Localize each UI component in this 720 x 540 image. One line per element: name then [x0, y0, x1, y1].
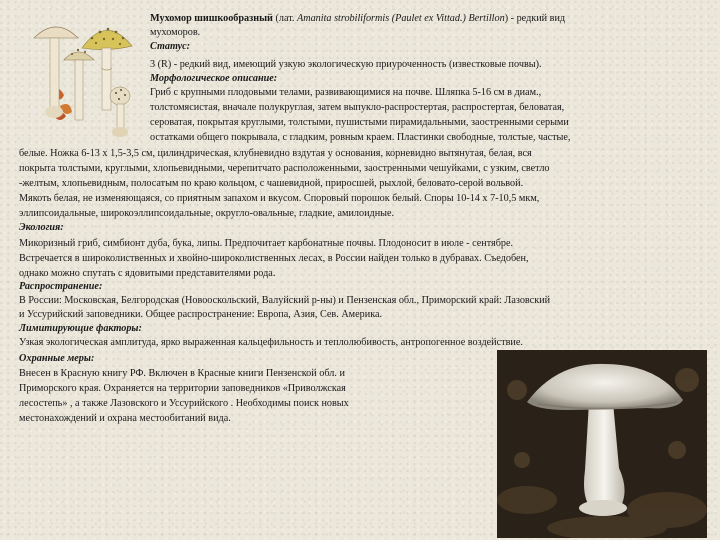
morphology-line: Гриб с крупными плодовыми телами, развивающимися на почве. Шляпка 5-16 см в диам.,	[150, 87, 542, 98]
morphology-heading: Морфологическое описание:	[150, 73, 278, 84]
mushroom-illustration	[20, 8, 142, 146]
mushroom-photo	[497, 350, 707, 538]
distribution-line: и Уссурийский заповедники. Общее распространение: Европа, Азия, Сев. Америка.	[19, 309, 383, 320]
status-heading: Статус:	[150, 41, 191, 52]
protection-line: лесостепь» , а также Лазовского и Уссурийского . Необходимы поиск новых	[19, 398, 349, 409]
status-text: 3 (R) - редкий вид, имеющий узкую экологическую приуроченность (известковые почвы).	[150, 59, 542, 70]
morphology-line: толстомясистая, вначале полукруглая, затем выпукло-распростертая, распростертая, беловатая,	[150, 102, 565, 113]
title-line-2: мухоморов.	[150, 27, 201, 38]
distribution-line: В России: Московская, Белгородская (Новооскольский, Валуйский р-ны) и Пензенская обл., Приморский край: Лазовский	[19, 295, 551, 306]
ecology-line: однако можно спутать с ядовитыми представителями рода.	[19, 268, 276, 279]
species-name: Мухомор шишкообразный	[150, 13, 273, 24]
latin-prefix: (лат.	[272, 13, 297, 24]
latin-name: Amanita strobiliformis (Paulet ex Vittad.) Bertillon	[297, 13, 505, 24]
protection-heading: Охранные меры:	[19, 353, 95, 364]
morphology-line: эллипсоидальные, широкоэллипсоидальные, округло-овальные, гладкие, амилоидные.	[19, 208, 395, 219]
limiting-line: Узкая экологическая амплитуда, ярко выраженная кальцефильность и теплолюбивость, антропогенное воздействие.	[19, 337, 523, 348]
morphology-line: сероватая, покрытая круглыми, толстыми, пушистыми пирамидальными, заостренными серыми	[150, 117, 569, 128]
morphology-line: белые. Ножка 6-13 х 1,5-3,5 см, цилиндрическая, клубневидно вздутая у основания, корневидно вытянутая, белая, вся	[19, 148, 532, 159]
title-suffix: ) - редкий вид	[504, 13, 566, 24]
ecology-line: Микоризный гриб, симбионт дуба, бука, липы. Предпочитает карбонатные почвы. Плодоносит в июле - сентябре.	[19, 238, 514, 249]
protection-line: Внесен в Красную книгу РФ. Включен в Красные книги Пензенской обл. и	[19, 368, 345, 379]
protection-line: Приморского края. Охраняется на территории заповедников «Приволжская	[19, 383, 346, 394]
morphology-line: Мякоть белая, не изменяющаяся, со приятным запахом и вкусом. Споровый порошок белый. Споры 10-14 х 7-10,5 мкм,	[19, 193, 540, 204]
limiting-heading: Лимитирующие факторы:	[19, 323, 142, 334]
morphology-line: покрыта толстыми, круглыми, хлопьевидными, черепитчато расположенными, заостренными чешуйками, с узким, светло	[19, 163, 550, 174]
distribution-heading: Распространение:	[19, 281, 103, 292]
protection-line: местонахождений и охрана местообитаний вида.	[19, 413, 231, 424]
title-line	[150, 12, 565, 26]
morphology-line: остатками общего покрывала, с гладким, ровным краем. Пластинки свободные, толстые, частые,	[150, 132, 571, 143]
ecology-line: Встречается в широколиственных и хвойно-широколиственных лесах, в России найден только в дубравах. Съедобен,	[19, 253, 529, 264]
morphology-line: -желтым, хлопьевидным, полосатым по краю кольцом, с чашевидной, приросшей, рыхлой, беловато-серой вольвой.	[19, 178, 524, 189]
ecology-heading: Экология:	[19, 222, 64, 233]
